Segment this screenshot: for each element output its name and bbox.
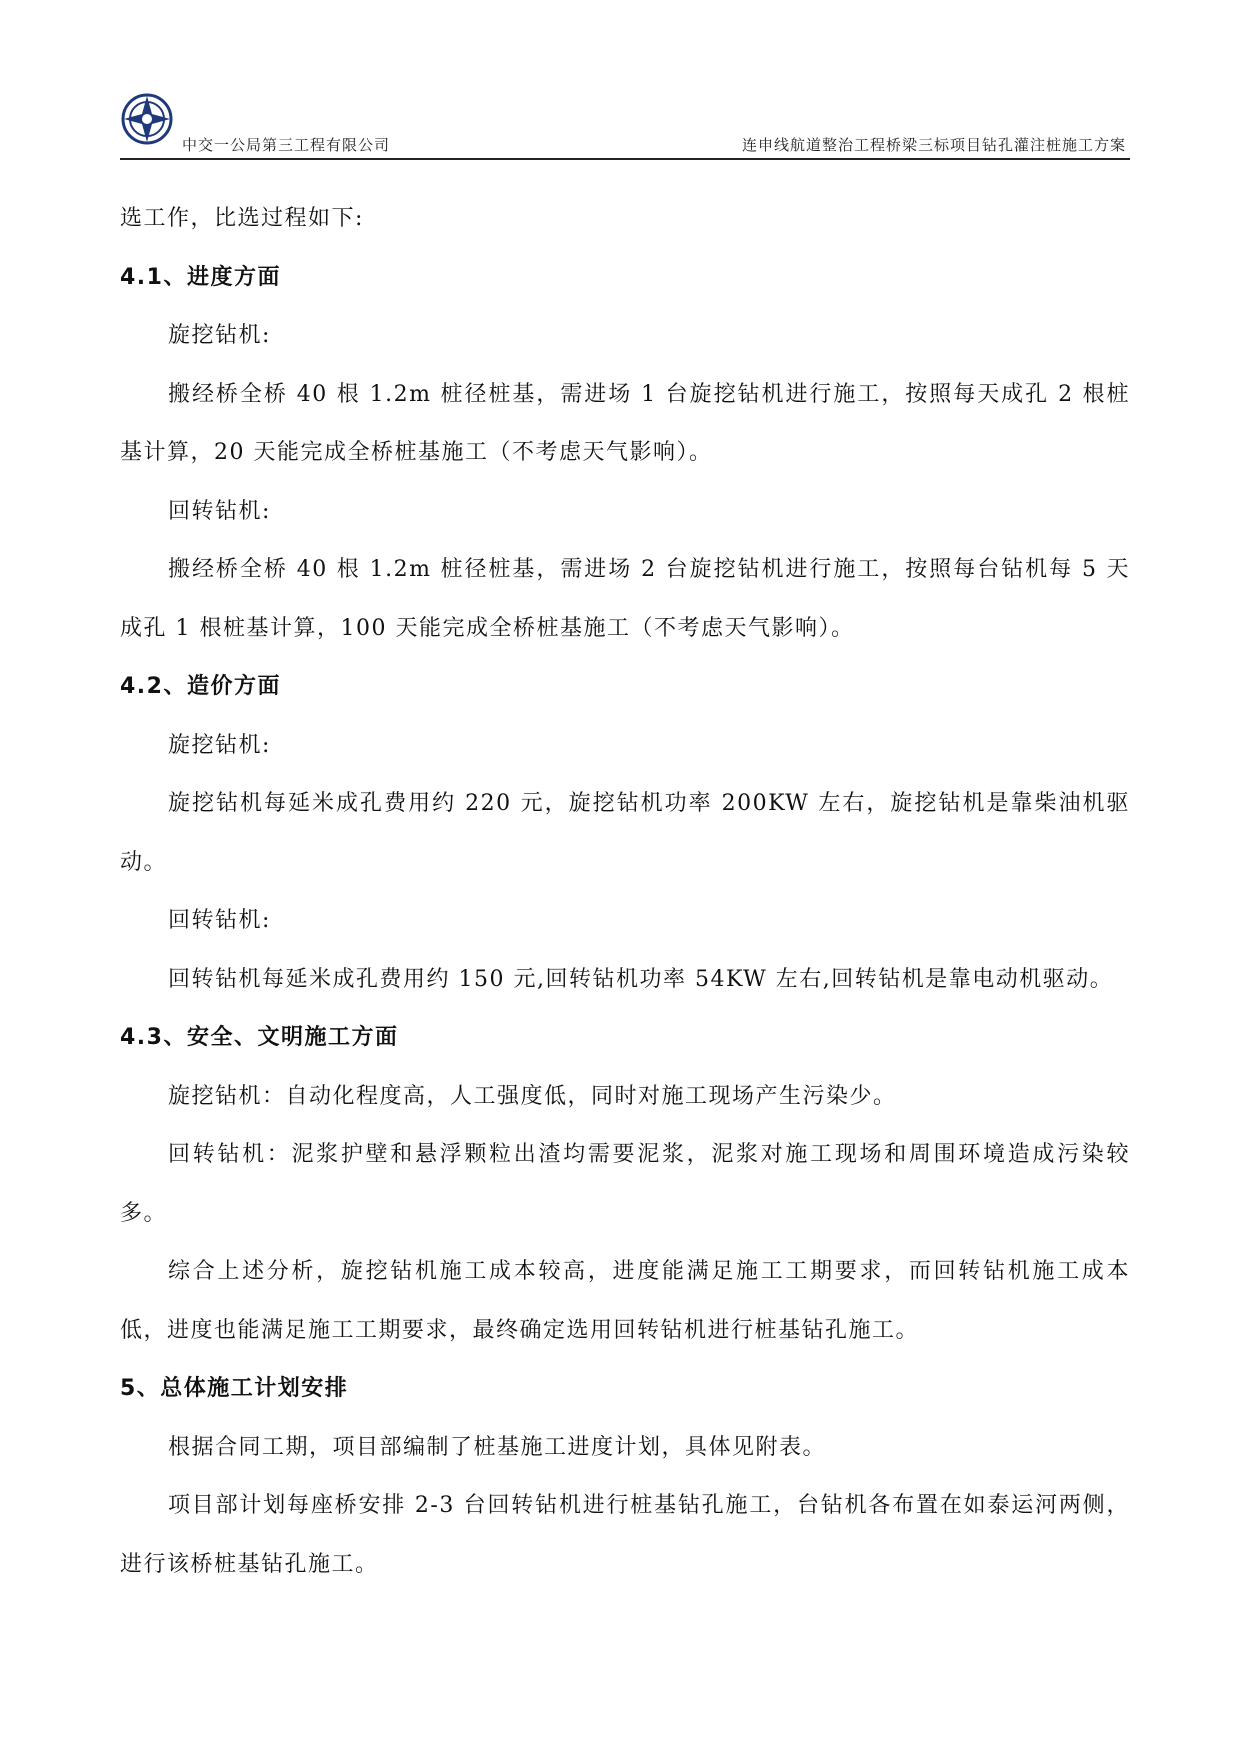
circulation-cost-label: 回转钻机:	[168, 908, 271, 933]
circulation-cost-text: 回转钻机每延米成孔费用约 150 元,回转钻机功率 54KW 左右,回转钻机是靠电动机驱动。	[168, 966, 1114, 992]
rotary-drill-label: 旋挖钻机:	[168, 323, 271, 348]
rotary-cost-label: 旋挖钻机:	[168, 732, 271, 758]
header-divider	[120, 158, 1130, 160]
document-body	[120, 190, 1130, 1594]
schedule-paragraph-1: 根据合同工期，项目部编制了桩基施工进度计划，具体见附表。	[168, 1434, 827, 1460]
page-header	[120, 92, 1130, 158]
rotary-cost-text: 旋挖钻机每延米成孔费用约 220 元，旋挖钻机功率 200KW 左右，旋挖钻机是靠柴油机驱动。	[120, 791, 1130, 875]
section-4-2-heading: 4.2、造价方面	[120, 674, 281, 699]
section-5-heading: 5、总体施工计划安排	[120, 1376, 349, 1401]
company-emblem-icon	[120, 92, 174, 146]
analysis-summary: 综合上述分析，旋挖钻机施工成本较高，进度能满足施工工期要求，而回转钻机施工成本低，进度也能满足施工工期要求，最终确定选用回转钻机进行桩基钻孔施工。	[120, 1259, 1130, 1343]
document-title: 连申线航道整治工程桥梁三标项目钻孔灌注桩施工方案	[741, 136, 1126, 154]
rotary-progress-text: 搬经桥全桥 40 根 1.2m 桩径桩基，需进场 1 台旋挖钻机进行施工，按照每天成孔 2 根桩基计算，20 天能完成全桥桩基施工（不考虑天气影响）。	[120, 381, 1130, 465]
schedule-paragraph-2: 项目部计划每座桥安排 2-3 台回转钻机进行桩基钻孔施工，台钻机各布置在如泰运河两侧，进行该桥桩基钻孔施工。	[120, 1493, 1130, 1577]
rotary-safety-text: 旋挖钻机：自动化程度高，人工强度低，同时对施工现场产生污染少。	[168, 1083, 897, 1109]
section-4-1-heading: 4.1、进度方面	[120, 264, 281, 290]
intro-paragraph: 选工作，比选过程如下:	[120, 206, 364, 231]
circulation-progress-text: 搬经桥全桥 40 根 1.2m 桩径桩基，需进场 2 台旋挖钻机进行施工，按照每台钻机每 5 天成孔 1 根桩基计算，100 天能完成全桥桩基施工（不考虑天气影响）。	[120, 557, 1130, 641]
circulation-drill-label: 回转钻机:	[168, 498, 271, 524]
section-4-3-heading: 4.3、安全、文明施工方面	[120, 1025, 399, 1050]
circulation-safety-text: 回转钻机：泥浆护壁和悬浮颗粒出渣均需要泥浆，泥浆对施工现场和周围环境造成污染较多。	[120, 1142, 1130, 1226]
company-name: 中交一公局第三工程有限公司	[182, 136, 391, 154]
